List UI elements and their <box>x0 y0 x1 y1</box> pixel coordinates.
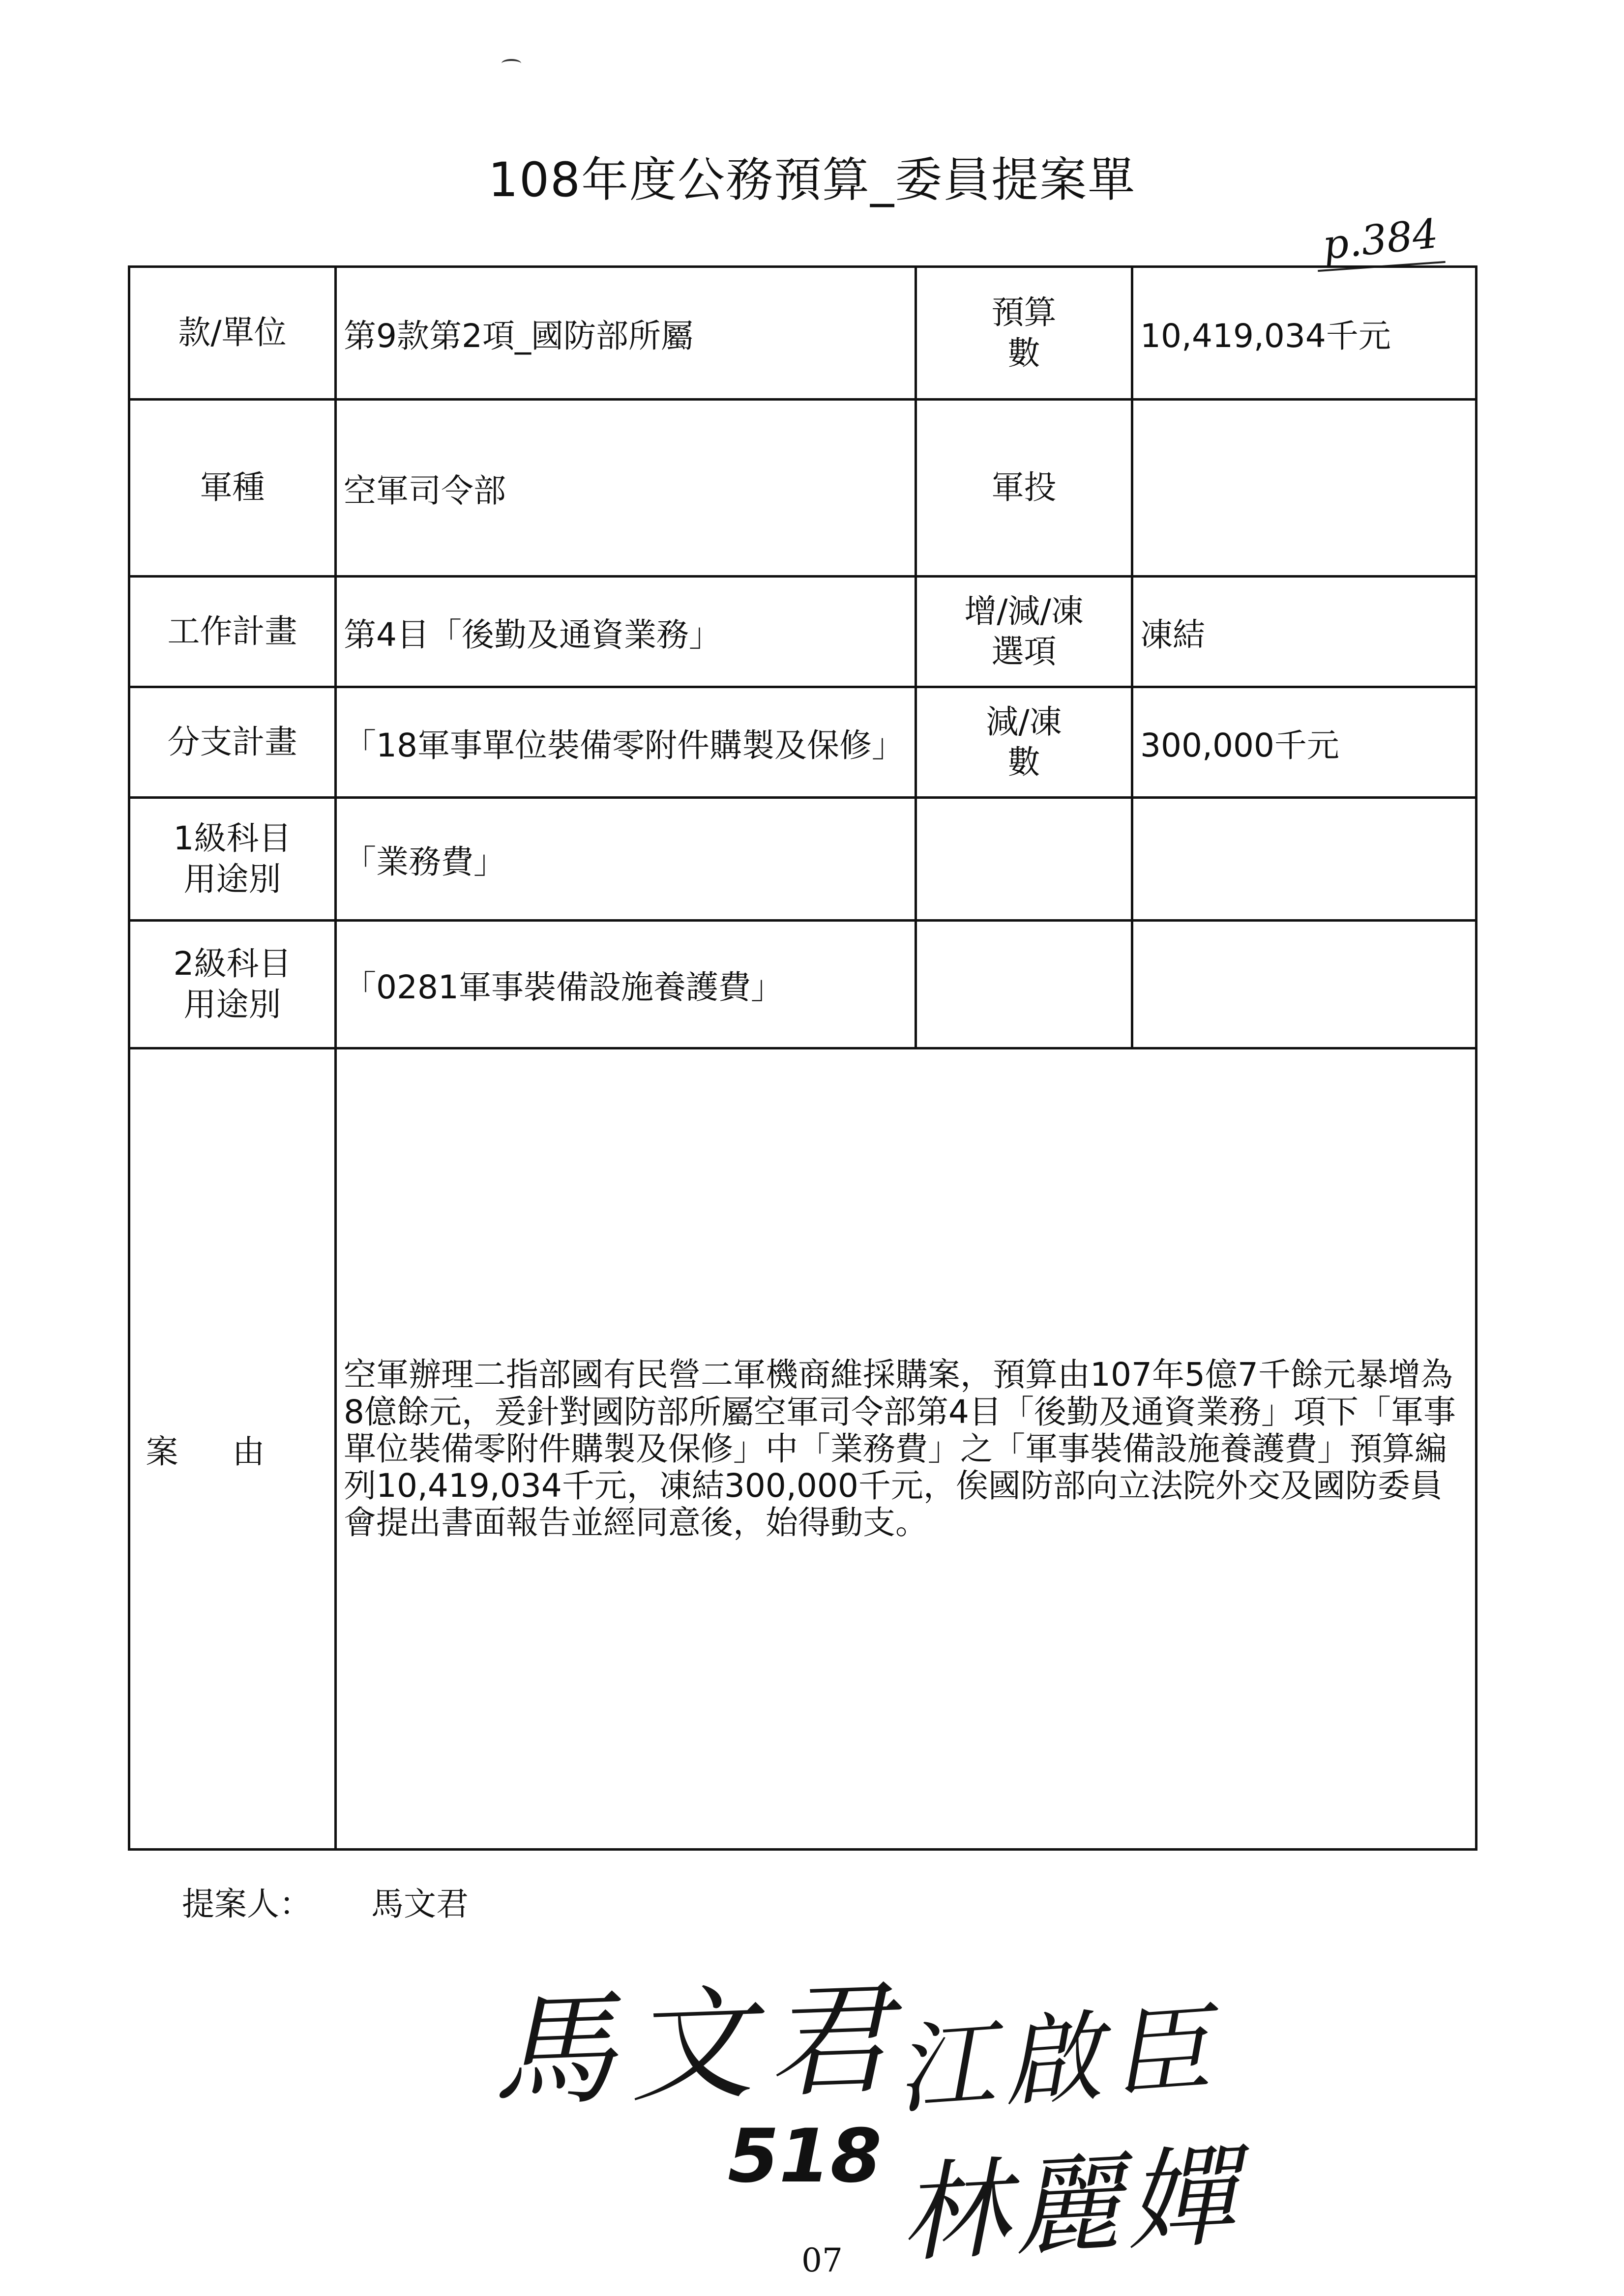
handwritten-signature: 馬文君 <box>489 1967 908 2124</box>
page-reference: p.384 <box>1320 210 1441 269</box>
value-sub-plan: 「18軍事單位裝備零附件購製及保修」 <box>336 687 916 798</box>
proposer-label: 提案人： <box>182 1885 312 1923</box>
form-row-work-plan <box>129 577 1476 687</box>
form-row-level2-subject <box>129 921 1476 1048</box>
label-sub-plan: 分支計畫 <box>129 687 336 798</box>
page-number: 07 <box>801 2241 843 2279</box>
stamp-number: 518 <box>728 2114 882 2199</box>
form-row-service-branch <box>129 400 1476 577</box>
label-service-branch: 軍種 <box>129 400 336 577</box>
empty-cell <box>1132 798 1476 921</box>
value-budget-amount: 10,419,034千元 <box>1132 267 1476 400</box>
page-title: 108年度公務預算_委員提案單 <box>488 152 1136 207</box>
value-level1-subject: 「業務費」 <box>336 798 916 921</box>
value-reason-text: 空軍辦理二指部國有民營二軍機商維採購案，預算由107年5億7千餘元暴增為8億餘元，爰針對國防部所屬空軍司令部第4目「後勤及通資業務」項下「軍事單位裝備零附件購製及保修」中「業務費」之「軍事裝備設施養護費」預算編列10,419,034千元，凍結300,000千元，俟國防部向立法院外交及國防委員會提出書面報告並經同意後，始得動支。 <box>336 1048 1476 1850</box>
handwritten-signature: 林麗嬋 <box>897 2134 1243 2277</box>
label-budget-amount: 預算 數 <box>916 267 1132 400</box>
form-row-sub-plan <box>129 687 1476 798</box>
empty-cell <box>916 798 1132 921</box>
value-action-option: 凍結 <box>1132 577 1476 687</box>
form-row-reason <box>129 1048 1476 1850</box>
value-work-plan: 第4目「後勤及通資業務」 <box>336 577 916 687</box>
proposer-name: 馬文君 <box>371 1885 469 1923</box>
label-military-investment: 軍投 <box>916 400 1132 577</box>
form-row-level1-subject <box>129 798 1476 921</box>
proposer-line <box>182 1878 469 1924</box>
value-military-investment <box>1132 400 1476 577</box>
value-level2-subject: 「0281軍事裝備設施養護費」 <box>336 921 916 1048</box>
value-reduce-freeze-amount: 300,000千元 <box>1132 687 1476 798</box>
label-work-plan: 工作計畫 <box>129 577 336 687</box>
handwritten-signature: 江啟臣 <box>891 1991 1224 2128</box>
empty-cell <box>916 921 1132 1048</box>
label-reduce-freeze-amount: 減/凍 數 <box>916 687 1132 798</box>
label-level1-subject: 1級科目 用途別 <box>129 798 336 921</box>
label-unit: 款/單位 <box>129 267 336 400</box>
value-unit: 第9款第2項_國防部所屬 <box>336 267 916 400</box>
label-level2-subject: 2級科目 用途別 <box>129 921 336 1048</box>
proposal-form-table <box>128 265 1477 1851</box>
label-reason: 案由 <box>129 1048 336 1850</box>
form-row-budget-unit <box>129 267 1476 400</box>
empty-cell <box>1132 921 1476 1048</box>
margin-mark <box>502 59 521 68</box>
label-action-option: 增/減/凍 選項 <box>916 577 1132 687</box>
value-service-branch: 空軍司令部 <box>336 400 916 577</box>
